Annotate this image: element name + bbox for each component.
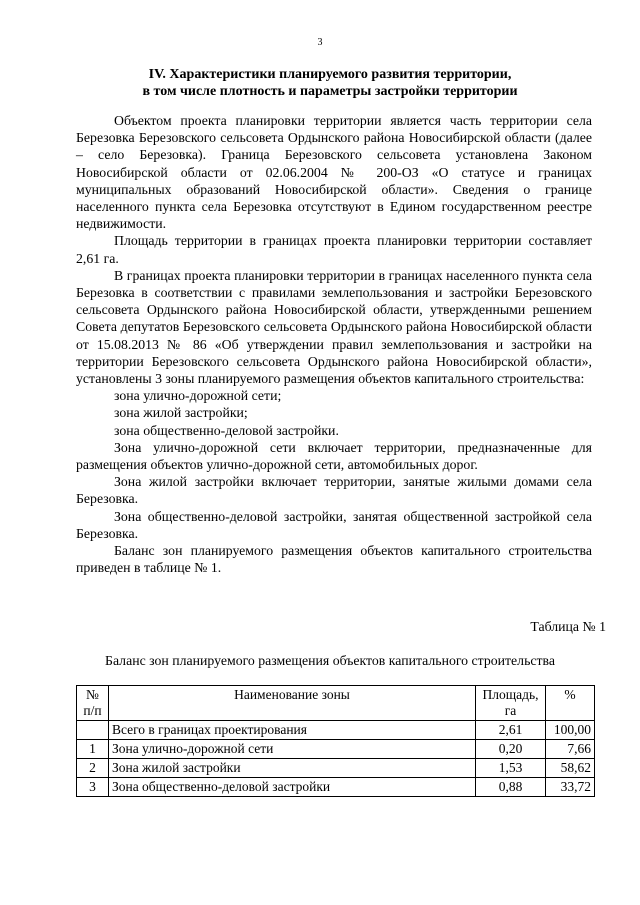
zone-balance-table — [76, 685, 595, 797]
heading-line-1: IV. Характеристики планируемого развития территории, — [148, 67, 512, 82]
cell-area: 0,88 — [476, 778, 546, 797]
table-row — [77, 721, 595, 740]
table-row — [77, 759, 595, 778]
paragraph: Площадь территории в границах проекта планировки территории составляет 2,61 га. — [76, 233, 592, 266]
list-item: зона жилой застройки; — [114, 405, 248, 421]
header-number: № п/п — [77, 686, 109, 721]
cell-number: 2 — [77, 759, 109, 778]
cell-area: 1,53 — [476, 759, 546, 778]
table-caption: Таблица № 1 — [530, 619, 606, 634]
paragraph: Объектом проекта планировки территории является часть территории села Березовка Березовского сельсовета Ордынского района Новосибирской области (далее – село Березовка). Граница Березовского сельсовета установлена Законом Новосибирской области от 02.06.2004 № 200-ОЗ «О статусе и границах муниципальных образований Новосибирской области». Сведения о границе населенного пункта села Березовка отсутствуют в Едином государственном реестре недвижимости. — [76, 113, 592, 232]
cell-zone-name: Зона жилой застройки — [108, 759, 475, 778]
paragraph: Зона общественно-деловой застройки, занятая общественной застройкой села Березовка. — [76, 508, 592, 541]
header-zone-name: Наименование зоны — [108, 686, 475, 721]
cell-area: 0,20 — [476, 740, 546, 759]
list-item: зона общественно-деловой застройки. — [114, 422, 339, 438]
cell-area: 2,61 — [476, 721, 546, 740]
body-text — [76, 112, 592, 576]
cell-zone-name: Зона общественно-деловой застройки — [108, 778, 475, 797]
header-area: Площадь, га — [476, 686, 546, 721]
header-percent: % — [546, 686, 595, 721]
cell-number: 1 — [77, 740, 109, 759]
paragraph: В границах проекта планировки территории в границах населенного пункта села Березовка в соответствии с правилами землепользования и застройки Березовского сельсовета Ордынского района Новосибирской области, утвержденными решением Совета депутатов Березовского сельсовета Ордынского района Новосибирской области от 15.08.2013 № 86 «Об утверждении правил землепользования и застройки на территории Березовского сельсовета Ордынского района Новосибирской области», установлены 3 зоны планируемого размещения объектов капитального строительства: — [76, 267, 592, 387]
cell-zone-name: Всего в границах проектирования — [108, 721, 475, 740]
cell-percent: 100,00 — [546, 721, 595, 740]
cell-percent: 7,66 — [546, 740, 595, 759]
cell-number: 3 — [77, 778, 109, 797]
page-number: 3 — [317, 37, 323, 48]
table-row — [77, 778, 595, 797]
paragraph: Баланс зон планируемого размещения объектов капитального строительства приведен в таблице № 1. — [76, 543, 592, 576]
paragraph: Зона улично-дорожной сети включает территории, предназначенные для размещения объектов улично-дорожной сети, автомобильных дорог. — [76, 439, 592, 473]
heading-line-2: в том числе плотность и параметры застройки территории — [142, 84, 518, 99]
cell-percent: 33,72 — [546, 778, 595, 797]
list-item: зона улично-дорожной сети; — [114, 388, 282, 404]
table-row — [77, 740, 595, 759]
cell-number — [77, 721, 109, 740]
table-title: Баланс зон планируемого размещения объектов капитального строительства — [105, 653, 555, 668]
paragraph: Зона жилой застройки включает территории, занятые жилыми домами села Березовка. — [76, 474, 592, 507]
section-heading — [70, 66, 590, 100]
cell-percent: 58,62 — [546, 759, 595, 778]
table-header-row — [77, 686, 595, 721]
cell-zone-name: Зона улично-дорожной сети — [108, 740, 475, 759]
